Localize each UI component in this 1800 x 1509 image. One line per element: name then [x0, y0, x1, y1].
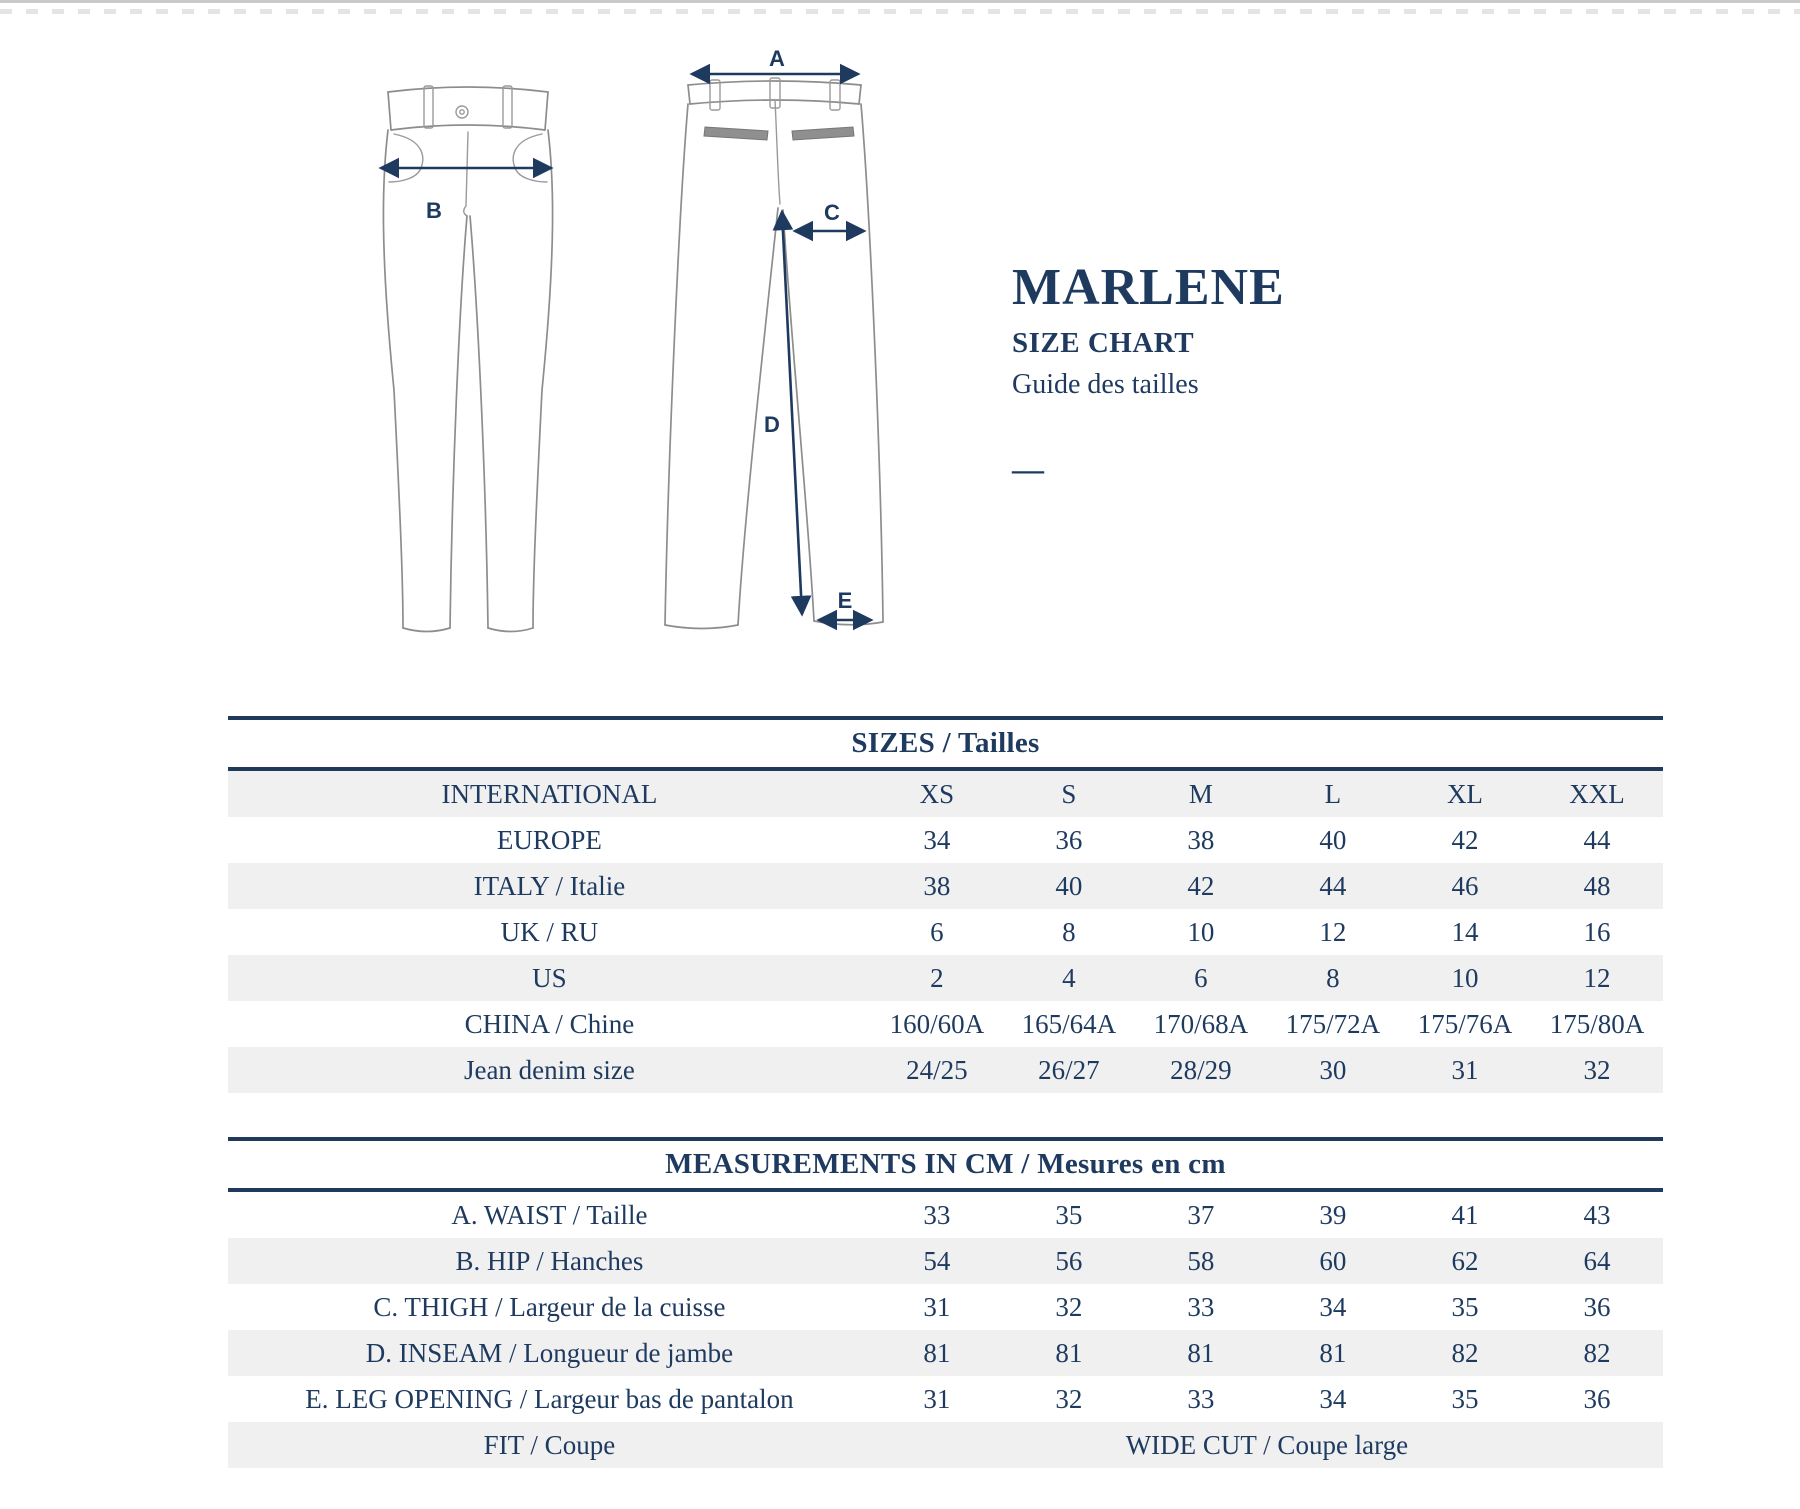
pants-technical-drawing	[340, 40, 900, 640]
table-row	[228, 909, 1663, 955]
size-value: 6	[1135, 955, 1267, 1001]
table-row	[228, 1422, 1663, 1468]
belt-loop	[710, 80, 720, 110]
size-value: 38	[871, 863, 1003, 909]
table-row	[228, 1192, 1663, 1238]
size-value: 42	[1135, 863, 1267, 909]
divider-dash: —	[1012, 451, 1044, 487]
front-pocket	[389, 134, 423, 182]
measurement-value: 39	[1319, 1199, 1347, 1230]
measurement-value: 81	[1003, 1330, 1135, 1376]
measurement-value: 62	[1399, 1238, 1531, 1284]
row-label: D. INSEAM / Longueur de jambe	[228, 1330, 871, 1376]
size-value: 44	[1583, 824, 1611, 855]
measurement-value: 60	[1267, 1238, 1399, 1284]
measurement-value: 56	[1003, 1238, 1135, 1284]
size-value: 175/72A	[1285, 1008, 1381, 1039]
top-edge-dashes	[0, 9, 1800, 14]
measure-label-c: C	[824, 200, 840, 225]
size-value: 12	[1531, 955, 1663, 1001]
fly-seam	[464, 132, 468, 216]
table-row	[228, 1238, 1663, 1284]
back-welt-pocket	[792, 127, 854, 140]
size-value: XXL	[1531, 771, 1663, 817]
measurement-value: 31	[923, 1291, 951, 1322]
measurement-value: 32	[1055, 1383, 1083, 1414]
table-row	[228, 771, 1663, 817]
size-value: XS	[871, 771, 1003, 817]
size-value: 160/60A	[889, 1008, 985, 1039]
row-label: Jean denim size	[228, 1047, 871, 1093]
size-value: 24/25	[871, 1047, 1003, 1093]
table-row	[228, 1330, 1663, 1376]
size-value: 42	[1451, 824, 1479, 855]
measurement-value: 35	[1055, 1199, 1083, 1230]
measurement-value: 82	[1531, 1330, 1663, 1376]
measurement-value: 41	[1451, 1199, 1479, 1230]
row-label: B. HIP / Hanches	[228, 1238, 871, 1284]
size-value: 170/68A	[1153, 1008, 1249, 1039]
measure-label-e: E	[837, 588, 853, 613]
size-value: 40	[1319, 824, 1347, 855]
measurements-section-header: MEASUREMENTS IN CM / Mesures en cm	[228, 1137, 1663, 1192]
product-name: MARLENE	[1012, 259, 1285, 316]
belt-loop	[830, 80, 840, 110]
top-edge-line	[0, 0, 1800, 3]
size-value: 6	[930, 916, 944, 947]
size-value: 44	[1267, 863, 1399, 909]
size-value: 8	[1267, 955, 1399, 1001]
measurement-value: 35	[1451, 1383, 1479, 1414]
size-value: S	[1003, 771, 1135, 817]
belt-loop	[424, 86, 433, 128]
row-label: A. WAIST / Taille	[451, 1199, 648, 1230]
measurement-value: 33	[1187, 1383, 1215, 1414]
size-tables-area	[228, 716, 1663, 1468]
row-label: US	[228, 955, 871, 1001]
table-row	[228, 1284, 1663, 1330]
size-value: 28/29	[1135, 1047, 1267, 1093]
size-value: 8	[1062, 916, 1076, 947]
measurement-value: 64	[1531, 1238, 1663, 1284]
row-label: C. THIGH / Largeur de la cuisse	[373, 1291, 726, 1322]
measurements-table	[228, 1192, 1663, 1468]
size-value: 40	[1003, 863, 1135, 909]
size-chart-title: SIZE CHART	[1012, 327, 1195, 359]
size-value: 175/80A	[1549, 1008, 1645, 1039]
title-block	[1012, 259, 1285, 487]
sizes-table	[228, 771, 1663, 1093]
belt-loop	[503, 86, 512, 128]
table-row	[228, 863, 1663, 909]
size-value: 32	[1531, 1047, 1663, 1093]
table-row	[228, 1001, 1663, 1047]
row-label: CHINA / Chine	[464, 1008, 635, 1039]
table-row	[228, 1047, 1663, 1093]
row-label: UK / RU	[500, 916, 599, 947]
size-value: 48	[1531, 863, 1663, 909]
measurement-value: 36	[1583, 1291, 1611, 1322]
size-value: 34	[923, 824, 951, 855]
size-value: 46	[1399, 863, 1531, 909]
size-value: 36	[1055, 824, 1083, 855]
measurement-value: 81	[871, 1330, 1003, 1376]
row-label: ITALY / Italie	[228, 863, 871, 909]
size-value: L	[1267, 771, 1399, 817]
size-value: 30	[1267, 1047, 1399, 1093]
center-back-seam	[775, 100, 780, 204]
size-value: 26/27	[1003, 1047, 1135, 1093]
measurement-value: 81	[1135, 1330, 1267, 1376]
front-pocket	[513, 134, 547, 182]
size-value: 4	[1003, 955, 1135, 1001]
measurement-value: 36	[1583, 1383, 1611, 1414]
measurement-value: 81	[1267, 1330, 1399, 1376]
size-value: 38	[1187, 824, 1215, 855]
pants-back-view	[665, 46, 883, 629]
measurement-value: 31	[923, 1383, 951, 1414]
size-chart-subtitle-fr: Guide des tailles	[1012, 369, 1199, 400]
size-value: 12	[1319, 916, 1347, 947]
size-value: 2	[871, 955, 1003, 1001]
table-row	[228, 1376, 1663, 1422]
size-value: 10	[1399, 955, 1531, 1001]
measurement-value: 82	[1399, 1330, 1531, 1376]
top-edge-artifact	[0, 0, 1800, 16]
size-value: 16	[1583, 916, 1611, 947]
waist-button	[456, 106, 468, 118]
measurement-value-span: WIDE CUT / Coupe large	[871, 1422, 1663, 1468]
table-row	[228, 817, 1663, 863]
sizes-section-header: SIZES / Tailles	[228, 716, 1663, 771]
measurement-value: 54	[871, 1238, 1003, 1284]
size-value: 14	[1451, 916, 1479, 947]
back-welt-pocket	[704, 127, 768, 140]
size-value: 31	[1399, 1047, 1531, 1093]
size-value: XL	[1399, 771, 1531, 817]
measurement-value: 35	[1451, 1291, 1479, 1322]
measurement-value: 32	[1055, 1291, 1083, 1322]
measurement-value: 37	[1187, 1199, 1215, 1230]
row-label: E. LEG OPENING / Largeur bas de pantalon	[305, 1383, 794, 1414]
size-value: 165/64A	[1021, 1008, 1117, 1039]
measure-label-a: A	[769, 46, 785, 71]
size-value: M	[1135, 771, 1267, 817]
row-label: EUROPE	[496, 824, 602, 855]
measure-label-d: D	[764, 412, 780, 437]
measurement-value: 33	[1187, 1291, 1215, 1322]
measurement-value: 34	[1319, 1291, 1347, 1322]
row-label: INTERNATIONAL	[228, 771, 871, 817]
measurement-value: 58	[1135, 1238, 1267, 1284]
measurement-value: 33	[923, 1199, 951, 1230]
size-value: 175/76A	[1417, 1008, 1513, 1039]
size-value: 10	[1187, 916, 1215, 947]
measurement-value: 43	[1583, 1199, 1611, 1230]
row-label: FIT / Coupe	[228, 1422, 871, 1468]
measurement-value: 34	[1319, 1383, 1347, 1414]
measure-label-b: B	[426, 198, 442, 223]
pants-front-view	[381, 86, 553, 632]
table-row	[228, 955, 1663, 1001]
